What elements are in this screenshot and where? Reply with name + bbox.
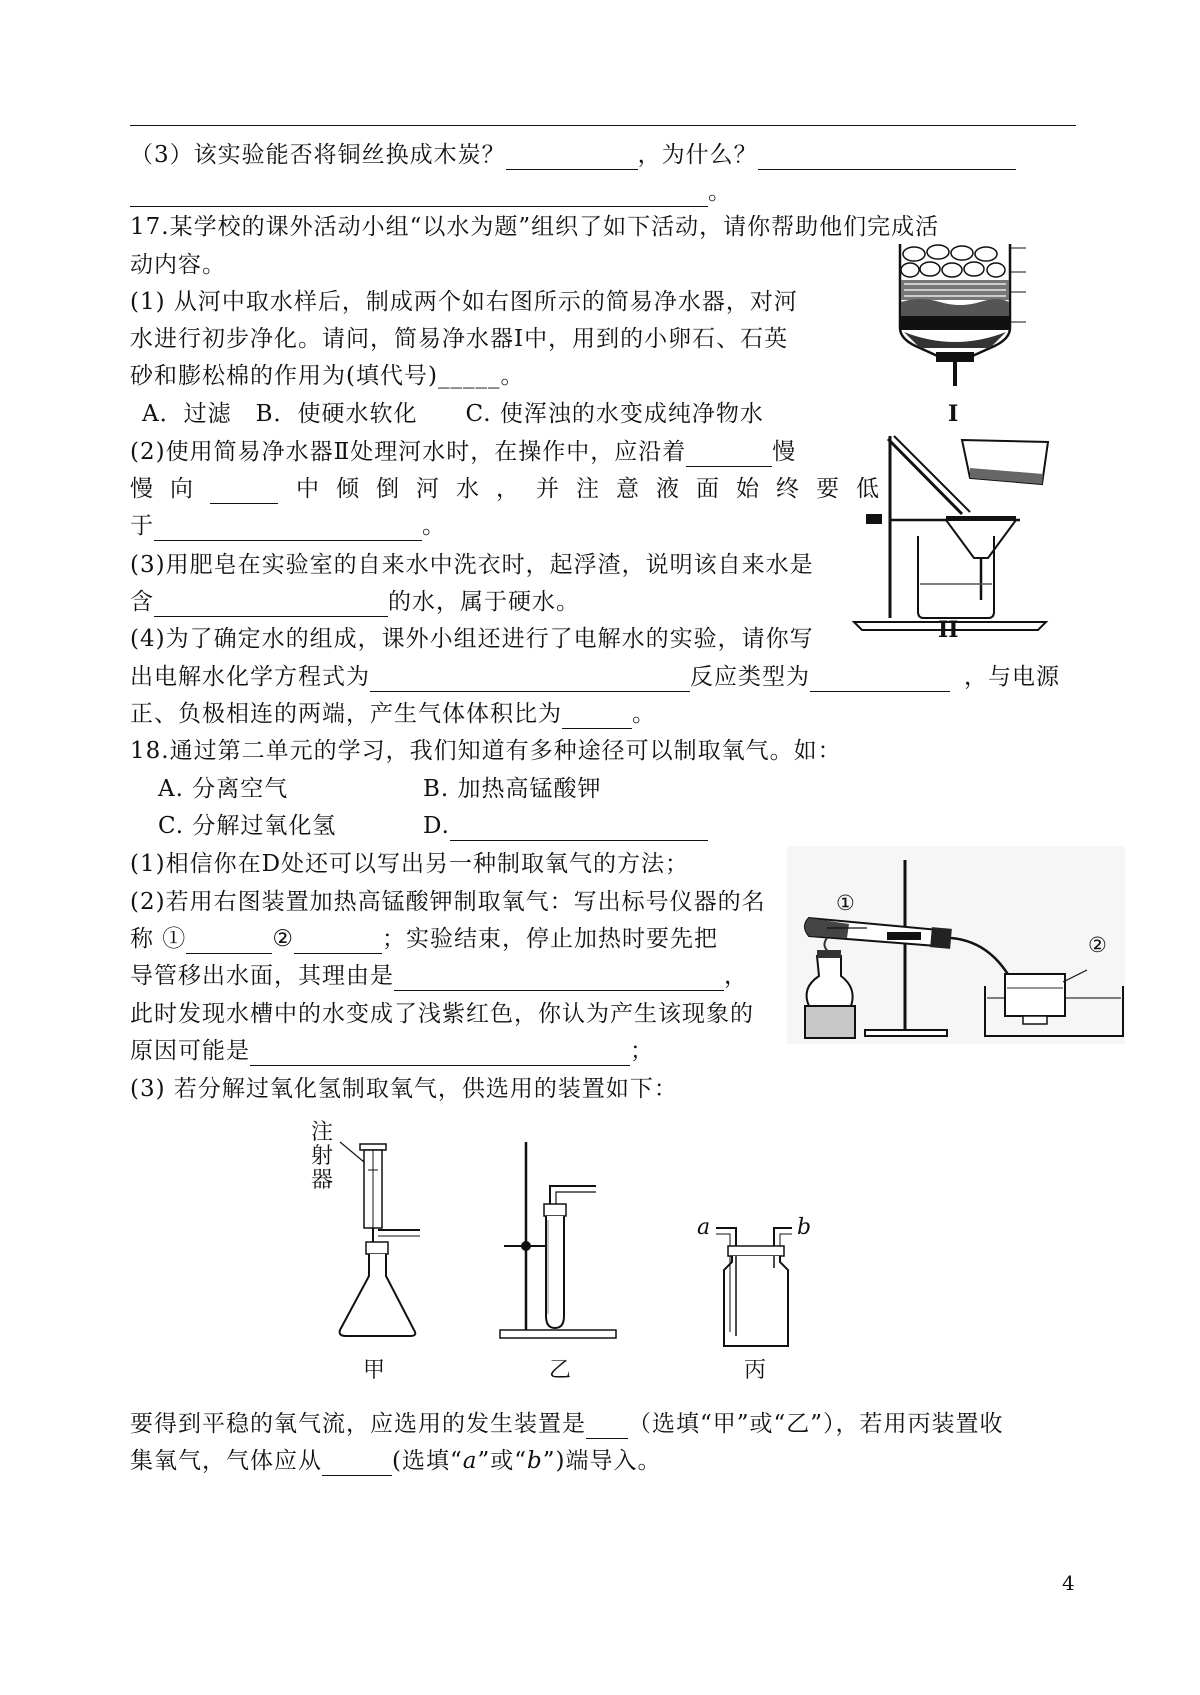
answer-blank[interactable] [450, 814, 708, 841]
syringe-label-char: 注 [311, 1120, 334, 1145]
q18-intro: 18.通过第二单元的学习，我们知道有多种途径可以制取氧气。如： [130, 738, 842, 764]
answer-blank[interactable] [758, 143, 1016, 170]
answer-blank[interactable] [370, 665, 690, 692]
kmno4-heating-apparatus-figure [787, 846, 1125, 1044]
apparatus-jia-figure [336, 1130, 436, 1340]
q17-p2: (2)使用简易净水器Ⅱ处理河水时，在操作中，应沿着 慢 [130, 439, 797, 465]
q16-part3-question: （3）该实验能否将铜丝换成木炭？ [130, 142, 506, 168]
q17-p1-options: A．过滤 B．使硬水软化 C. 使浑浊的水变成纯净物水 [142, 401, 764, 427]
syringe-label-char: 射 [311, 1144, 334, 1169]
q16-part3-cont: 。 [130, 177, 732, 207]
syringe-label-char: 器 [311, 1168, 334, 1193]
answer-blank[interactable] [322, 1449, 392, 1476]
figure-II-label: II [938, 617, 959, 643]
q18-final: 要得到平稳的氧气流，应选用的发生装置是 （选填“甲”或“乙”），若用丙装置收 [130, 1411, 1004, 1437]
answer-blank[interactable] [586, 1412, 628, 1439]
answer-blank[interactable] [210, 477, 278, 504]
q17-p1: 砂和膨松棉的作用为(填代号)_____。 [130, 363, 525, 389]
q17-p4: (4)为了确定水的组成，课外小组还进行了电解水的实验，请你写 [130, 626, 814, 652]
answer-blank[interactable] [686, 440, 772, 467]
figure-I-label: I [948, 401, 959, 427]
q18-p3: (3) 若分解过氧化氢制取氧气，供选用的装置如下： [130, 1076, 678, 1102]
filtration-apparatus-II-figure [850, 426, 1050, 632]
q18-p2: (2)若用右图装置加热高锰酸钾制取氧气：写出标号仪器的名 [130, 889, 766, 915]
q18-option-c: C. 分解过氧化氢 [158, 813, 337, 839]
answer-blank[interactable] [154, 514, 422, 541]
port-b-label: b [797, 1215, 812, 1240]
port-a-label: a [697, 1215, 711, 1240]
q17-p3: 含 的水，属于硬水。 [130, 589, 580, 615]
answer-blank[interactable] [294, 927, 382, 954]
q17-p1: 水进行初步净化。请问，简易净水器I中，用到的小卵石、石英 [130, 326, 789, 352]
q18-p2: 此时发现水槽中的水变成了浅紫红色，你认为产生该现象的 [130, 1001, 754, 1027]
answer-blank[interactable] [130, 180, 708, 207]
instrument-mark-2: ② [1088, 933, 1107, 957]
answer-blank[interactable] [506, 143, 638, 170]
q18-p2: 称 ① ② ；实验结束，停止加热时要先把 [130, 926, 718, 952]
instrument-mark-1: ① [836, 891, 855, 915]
apparatus-bing-figure [716, 1222, 796, 1352]
q18-p2: 原因可能是 ； [130, 1038, 654, 1064]
header-rule [130, 125, 1076, 126]
apparatus-jia-label: 甲 [363, 1358, 386, 1383]
q17-p4: 出电解水化学方程式为 反应类型为 ，与电源 [130, 664, 1060, 690]
q18-p1: (1)相信你在D处还可以写出另一种制取氧气的方法； [130, 851, 690, 877]
answer-blank[interactable] [186, 927, 272, 954]
answer-blank[interactable] [250, 1039, 630, 1066]
apparatus-yi-figure [498, 1134, 618, 1344]
q17-p2: 于 。 [130, 513, 446, 539]
q17-intro-cont: 动内容。 [130, 252, 226, 278]
q16-part3: （3）该实验能否将铜丝换成木炭？ ，为什么？ [130, 140, 1016, 170]
answer-blank[interactable] [562, 702, 632, 729]
q17-p1: (1) 从河中取水样后，制成两个如右图所示的简易净水器，对河 [130, 289, 798, 315]
answer-blank[interactable] [810, 665, 950, 692]
q17-p3: (3)用肥皂在实验室的自来水中洗衣时，起浮渣，说明该自来水是 [130, 552, 814, 578]
answer-blank[interactable] [154, 590, 388, 617]
apparatus-yi-label: 乙 [549, 1358, 572, 1383]
page-number: 4 [1062, 1571, 1075, 1595]
q17-intro: 17.某学校的课外活动小组“以水为题”组织了如下活动，请你帮助他们完成活 [130, 214, 940, 240]
q18-option-a: A. 分离空气 [158, 776, 289, 802]
q18-option-d: D. [423, 811, 708, 841]
q17-p4: 正、负极相连的两端，产生气体体积比为 。 [130, 701, 656, 727]
answer-blank[interactable] [394, 964, 724, 991]
q17-p2: 慢向 中倾倒河水，并注意液面始终要低 [130, 476, 896, 502]
apparatus-bing-label: 丙 [744, 1358, 767, 1383]
q18-p2: 导管移出水面，其理由是 ， [130, 963, 748, 989]
q18-option-b: B. 加热高锰酸钾 [423, 776, 602, 802]
q18-final: 集氧气，气体应从 (选填“a”或“b”)端导入。 [130, 1448, 662, 1474]
